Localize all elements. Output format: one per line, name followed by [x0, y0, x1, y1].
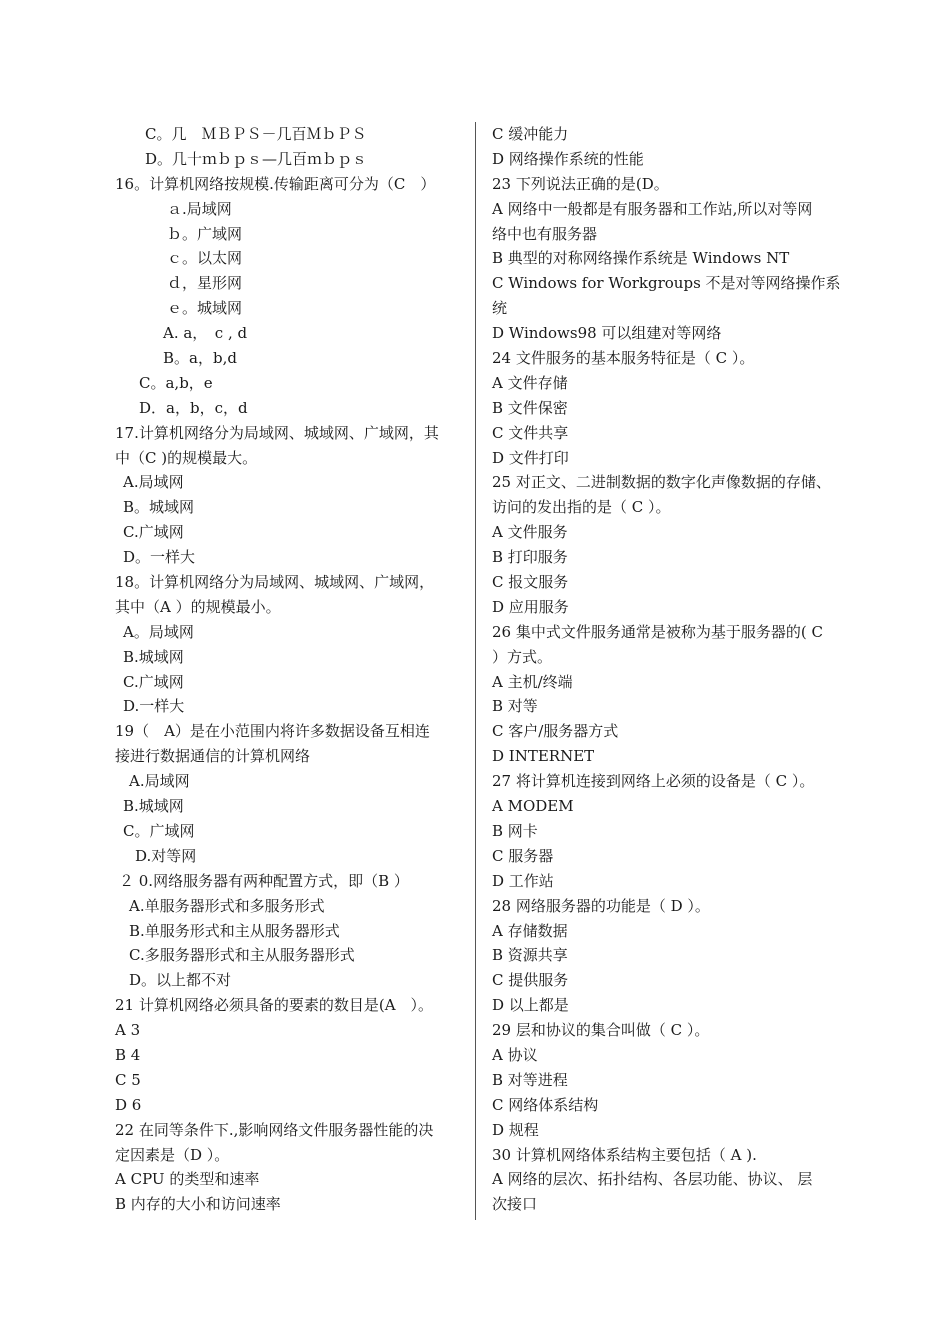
- text-line: D.一样大: [123, 697, 185, 716]
- text-line: D．a，b，c，d: [139, 398, 248, 417]
- text-line: 26 集中式文件服务通常是被称为基于服务器的( C: [492, 622, 823, 641]
- text-line: A 网络中一般都是有服务器和工作站,所以对等网: [492, 199, 813, 218]
- text-line: A 网络的层次、拓扑结构、各层功能、协议、 层: [492, 1170, 813, 1189]
- text-line: B 4: [115, 1045, 141, 1064]
- text-line: A 文件服务: [492, 523, 568, 542]
- text-line: B 打印服务: [492, 548, 568, 567]
- text-line: 中（C )的规模最大。: [115, 448, 258, 467]
- text-line: C Windows for Workgroups 不是对等网络操作系: [492, 274, 841, 293]
- text-line: B 文件保密: [492, 398, 568, 417]
- text-line: B 对等进程: [492, 1070, 568, 1089]
- text-line: A 3: [115, 1021, 141, 1040]
- text-line: C 服务器: [492, 846, 554, 865]
- text-line: C.广域网: [123, 523, 184, 542]
- text-line: 27 将计算机连接到网络上必须的设备是（ C ）。: [492, 772, 815, 791]
- text-line: D 以上都是: [492, 996, 569, 1015]
- text-line: 18。计算机网络分为局域网、城域网、广域网，: [115, 573, 435, 592]
- text-line: A. a， c , d: [163, 324, 248, 343]
- text-line: D 6: [115, 1095, 142, 1114]
- text-line: 统: [492, 299, 508, 318]
- text-line: C 缓冲能力: [492, 125, 569, 143]
- column-divider: [475, 122, 476, 1220]
- text-line: C 客户/服务器方式: [492, 722, 619, 741]
- text-line: B 内存的大小和访问速率: [115, 1195, 281, 1214]
- text-line: C.广域网: [123, 672, 184, 691]
- text-line: C.多服务器形式和主从服务器形式: [129, 946, 355, 965]
- text-line: D INTERNET: [492, 747, 595, 766]
- text-line: C。广域网: [123, 821, 195, 840]
- text-line: C。a,b，e: [139, 373, 213, 392]
- text-line: D。一样大: [123, 548, 196, 567]
- text-line: 访问的发出指的是（ C ）。: [492, 498, 671, 517]
- text-line: D.对等网: [135, 846, 197, 865]
- text-line: 19（ A）是在小范围内将许多数据设备互相连: [115, 722, 430, 741]
- text-line: ｅ。城域网: [167, 299, 243, 318]
- text-line: A.单服务器形式和多服务形式: [129, 896, 325, 915]
- text-line: 17.计算机网络分为局域网、城域网、广域网，其: [115, 423, 439, 442]
- text-line: B.单服务形式和主从服务器形式: [129, 921, 340, 940]
- text-line: D 规程: [492, 1120, 539, 1139]
- text-line: A CPU 的类型和速率: [115, 1170, 260, 1189]
- text-line: 接进行数据通信的计算机网络: [115, 747, 311, 766]
- text-line: A 文件存储: [492, 373, 568, 392]
- text-line: ｃ。以太网: [167, 249, 243, 268]
- text-line: B。城域网: [123, 498, 195, 517]
- text-line: D 文件打印: [492, 448, 569, 467]
- text-line: 16。计算机网络按规模.传输距离可分为（C ）: [115, 174, 436, 193]
- text-line: D 网络操作系统的性能: [492, 149, 644, 168]
- text-line: 22 在同等条件下.,影响网络文件服务器性能的决: [115, 1120, 434, 1139]
- text-line: D。以上都不对: [129, 971, 232, 990]
- text-line: D Windows98 可以组建对等网络: [492, 324, 722, 343]
- text-line: ａ.局域网: [167, 199, 232, 218]
- text-line: 其中（A ）的规模最小。: [115, 597, 281, 616]
- text-line: C 文件共享: [492, 423, 569, 442]
- text-line: D 应用服务: [492, 597, 569, 616]
- text-line: A.局域网: [129, 772, 190, 791]
- text-line: C 5: [115, 1070, 141, 1089]
- text-line: 21 计算机网络必须具备的要素的数目是(A ）。: [115, 996, 434, 1015]
- text-line: B.城域网: [123, 647, 184, 666]
- text-line: D。几十ｍｂｐｓ—几百ｍｂｐｓ: [145, 149, 368, 168]
- text-line: A 协议: [492, 1045, 538, 1064]
- right-column: [492, 122, 852, 1217]
- text-line: B 资源共享: [492, 946, 568, 965]
- text-line: C 提供服务: [492, 971, 569, 990]
- text-line: 28 网络服务器的功能是（ D ）。: [492, 896, 710, 915]
- text-line: ｄ，星形网: [167, 274, 243, 293]
- text-line: 23 下列说法正确的是(D。: [492, 174, 669, 193]
- text-line: ）方式。: [492, 647, 553, 666]
- text-line: C。几 ＭＢＰＳ－几百ＭｂＰＳ: [145, 125, 367, 143]
- text-line: 络中也有服务器: [492, 224, 598, 243]
- text-line: D 工作站: [492, 871, 554, 890]
- text-line: 次接口: [492, 1195, 538, 1214]
- text-line: A 存储数据: [492, 921, 568, 940]
- text-line: ｂ。广域网: [167, 224, 243, 243]
- text-line: A 主机/终端: [492, 672, 573, 691]
- text-line: 24 文件服务的基本服务特征是（ C ）。: [492, 349, 755, 368]
- left-column: [115, 122, 465, 1217]
- text-line: 定因素是（D ）。: [115, 1145, 230, 1164]
- text-line: A MODEM: [492, 797, 574, 816]
- text-line: B 网卡: [492, 821, 538, 840]
- text-line: B 对等: [492, 697, 538, 716]
- text-line: C 网络体系结构: [492, 1095, 599, 1114]
- text-line: B 典型的对称网络操作系统是 Windows NT: [492, 249, 790, 268]
- text-line: B.城域网: [123, 797, 184, 816]
- text-line: 25 对正文、二进制数据的数字化声像数据的存储、: [492, 473, 831, 492]
- text-line: C 报文服务: [492, 573, 569, 592]
- text-line: ２ 0.网络服务器有两种配置方式，即（B ）: [119, 871, 409, 890]
- text-line: A。局域网: [123, 622, 194, 641]
- text-line: A.局域网: [123, 473, 184, 492]
- text-line: B。a，b,d: [163, 349, 237, 368]
- text-line: 30 计算机网络体系结构主要包括（ A ).: [492, 1145, 757, 1164]
- text-line: 29 层和协议的集合叫做（ C ）。: [492, 1021, 710, 1040]
